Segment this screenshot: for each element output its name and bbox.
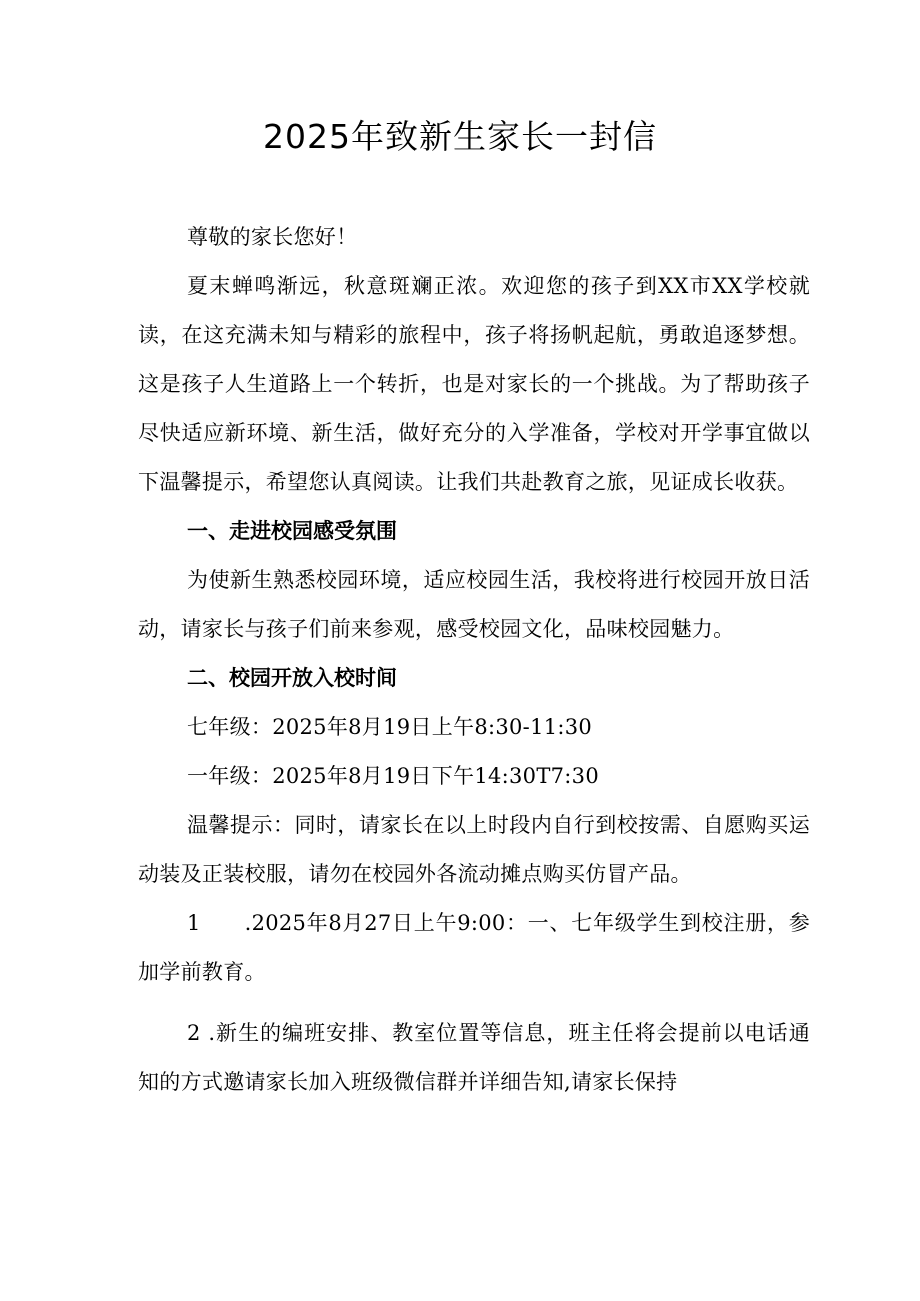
warm-tip: 温馨提示：同时，请家长在以上时段内自行到校按需、自愿购买运动装及正装校服，请勿在校园外各流动摊点购买仿冒产品。: [138, 813, 810, 886]
spacer: [138, 997, 810, 1009]
grade-7-time: 七年级：2025年8月19日上午8:30-11:30: [187, 715, 593, 739]
item-2: 2 .新生的编班安排、教室位置等信息，班主任将会提前以电话通知的方式邀请家长加入班级微信群并详细告知,请家长保持: [138, 1021, 810, 1094]
item-1: 1 .2025年8月27日上午9:00：一、七年级学生到校注册，参加学前教育。: [138, 911, 810, 984]
intro-paragraph: 夏末蝉鸣渐远，秋意斑斓正浓。欢迎您的孩子到XX市XX学校就读，在这充满未知与精彩的旅程中，孩子将扬帆起航，勇敢追逐梦想。这是孩子人生道路上一个转折，也是对家长的一个挑战。为了帮助孩子尽快适应新环境、新生活，做好充分的入学准备，学校对开学事宜做以下温馨提示，希望您认真阅读。让我们共赴教育之旅，见证成长收获。: [138, 274, 810, 494]
grade-1-time: 一年级：2025年8月19日下午14:30T7:30: [187, 764, 600, 788]
greeting: 尊敬的家长您好！: [187, 225, 358, 249]
letter-body: [138, 213, 810, 1107]
page-title: 2025年致新生家长一封信: [263, 117, 657, 156]
section-2-heading: 二、校园开放入校时间: [187, 666, 397, 690]
section-1-heading: 一、走进校园感受氛围: [187, 519, 397, 543]
section-1-text: 为使新生熟悉校园环境，适应校园生活，我校将进行校园开放日活动，请家长与孩子们前来参观，感受校园文化，品味校园魅力。: [138, 568, 810, 641]
